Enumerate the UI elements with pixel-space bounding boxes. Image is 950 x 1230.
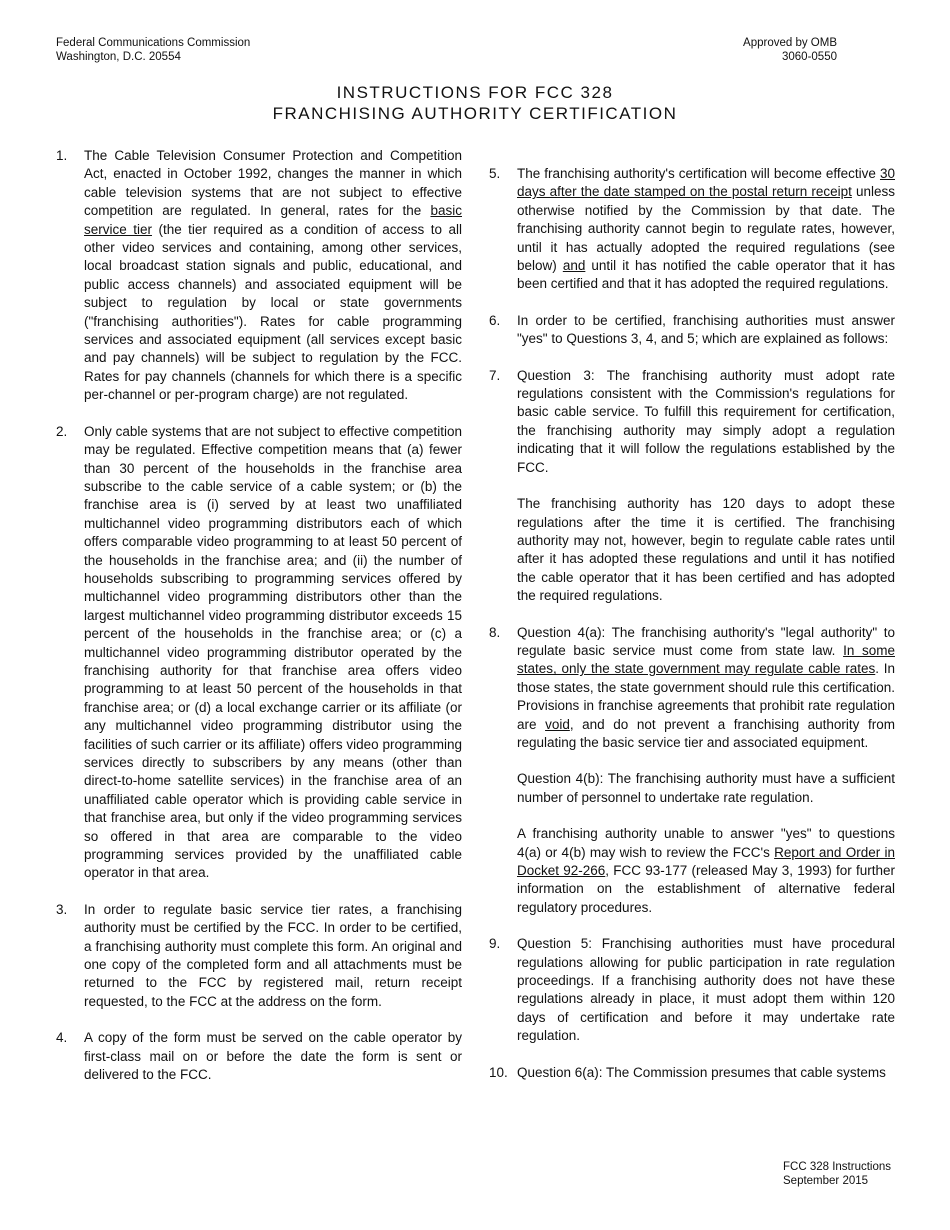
underlined-term: In some states, only the state government may regulate cable rates [517,642,895,677]
page-footer [783,1160,891,1188]
underlined-term: Report and Order in Docket 92-266 [517,844,895,878]
instruction-item-4 [56,1029,462,1084]
page-title [0,82,950,124]
item-number: 7. [489,367,501,383]
instruction-item-10 [489,1064,895,1082]
title-line-1: INSTRUCTIONS FOR FCC 328 [336,83,614,102]
form-name: FCC 328 Instructions [783,1161,892,1173]
omb-approval: Approved by OMB [743,37,837,49]
omb-number: 3060-0550 [782,51,837,63]
item-text: Question 4(b): The franchising authority must have a sufficient number of personnel to undertake rate regulation. [517,771,895,805]
item-number: 1. [56,148,68,163]
underlined-term: and [562,258,586,274]
item-text: Question 4(a): The franchising authority's "legal authority" to regulate basic service must come from state law. In some states, only the state government may regulate cable rates. In those states, the state government should rule this certification. Provisions in franchise agreements that prohibit rate regulation are void, and do not prevent a franchising authority from regulating the basic service tier and associated equipment. [517,624,895,750]
omb-header [743,36,837,64]
item-text: Only cable systems that are not subject to effective competition may be regulated. Effective competition means that (a) fewer than 30 percent of the households in the franchise area subscribe to the cable service of a cable system; or (b) the franchise area is (i) served by at least two unaffiliated multichannel video programming distributors each of which offers comparable video programming to at least 50 percent of the households in the franchise area; and (ii) the number of households subscribing to programming services offered by multichannel video programming distributors other than the largest multichannel video programming distributor exceeds 15 percent of the households in the franchise area; or (c) a multichannel video programming distributor operated by the franchising authority for that franchise area offers video programming to at least 50 percent of the households in that franchise area; or (d) a local exchange carrier or its affiliate (or any multichannel video programming distributor using the facilities of such carrier or its affiliate) offers video programming services directly to subscribers by any means (other than direct-to-home satellite services) in the franchise area of an unaffiliated cable operator which is providing cable service in that franchise area, but only if the video programming services so offered in that area are comparable to the video programming services provided by the unaffiliated cable operator in that area. [84,423,462,881]
agency-name: Federal Communications Commission [56,37,251,49]
item-text: A copy of the form must be served on the cable operator by first-class mail on or before the date the form is sent or delivered to the FCC. [84,1030,462,1083]
item-text: The Cable Television Consumer Protection and Competition Act, enacted in October 1992, changes the manner in which cable television systems that are not subject to effective competition are regulated. In general, rates for the basic service tier (the tier required as a condition of access to all other video services and containing, among other services, local broadcast station signals and public, educational, and public access channels) and associated equipment will be subject to regulation by local or state governments ("franchising authorities"). Rates for cable programming services and associated equipment (all services except basic and pay channels) will be subject to regulation by the FCC. Rates for pay channels (channels for which there is a specific per-channel or per-program charge) are not regulated. [84,148,463,403]
item-text: In order to be certified, franchising authorities must answer "yes" to Questions 3, 4, and 5; which are explained as follows: [517,312,895,347]
item-number: 4. [56,1030,68,1046]
left-column [56,147,462,1103]
revision-date: September 2015 [783,1175,869,1187]
right-column [489,165,895,1100]
underlined-term: basic service tier [84,203,462,237]
instruction-item-2 [56,423,462,883]
item-number: 3. [56,901,68,917]
underlined-term: 30 days after the date stamped on the postal return receipt [517,166,895,200]
item-number: 2. [56,423,68,439]
item-text: A franchising authority unable to answer "yes" to questions 4(a) or 4(b) may wish to review the FCC's Report and Order in Docket 92-266, FCC 93-177 (released May 3, 1993) for further information on the establishment of alternative federal regulatory procedures. [517,826,895,915]
agency-header [56,36,250,64]
instruction-item-1 [56,147,462,405]
item-number: 8. [489,624,501,640]
item-number: 6. [489,312,501,328]
item-number: 10. [489,1064,508,1080]
instruction-item-3 [56,901,462,1011]
item-text: The franchising authority's certification will become effective 30 days after the date stamped on the postal return receipt unless otherwise notified by the Commission by that date. The franchising authority cannot begin to regulate rates, however, until it has actually adopted the required regulations (see below) and until it has notified the cable operator that it has been certified and that it has adopted the required regulations. [517,166,896,292]
instruction-item-9 [489,935,895,1045]
instruction-item-7 [489,367,895,606]
item-text: Question 3: The franchising authority must adopt rate regulations consistent with the Commission's regulations for basic cable service. To fulfill this requirement for certification, the franchising authority may simply adopt a regulation indicating that it will follow the regulations established by the FCC. [517,367,895,475]
item-text: Question 5: Franchising authorities must have procedural regulations allowing for public participation in rate regulation proceedings. If a franchising authority does not have these regulations already in place, it must adopt them within 120 days of certification and before it may undertake rate regulation. [517,936,895,1044]
item-number: 5. [489,166,501,181]
item-number: 9. [489,936,501,952]
agency-address: Washington, D.C. 20554 [56,51,181,63]
instruction-item-6 [489,312,895,349]
item-text: Question 6(a): The Commission presumes that cable systems [517,1064,886,1080]
item-text: In order to regulate basic service tier rates, a franchising authority must be certified by the FCC. In order to be certified, a franchising authority must complete this form. An original and one copy of the completed form and all attachments must be returned to the FCC by registered mail, return receipt requested, to the FCC at the address on the form. [84,901,462,1009]
instruction-item-8 [489,624,895,918]
item-text: The franchising authority has 120 days to adopt these regulations after the time it is certified. The franchising authority may not, however, begin to regulate cable rates until after it has adopted these regulations and until it has notified the cable operator that it has been certified and has adopted the required regulations. [517,496,895,604]
title-line-2: FRANCHISING AUTHORITY CERTIFICATION [272,104,678,123]
underlined-term: void [545,716,570,732]
instruction-item-5 [489,165,895,294]
